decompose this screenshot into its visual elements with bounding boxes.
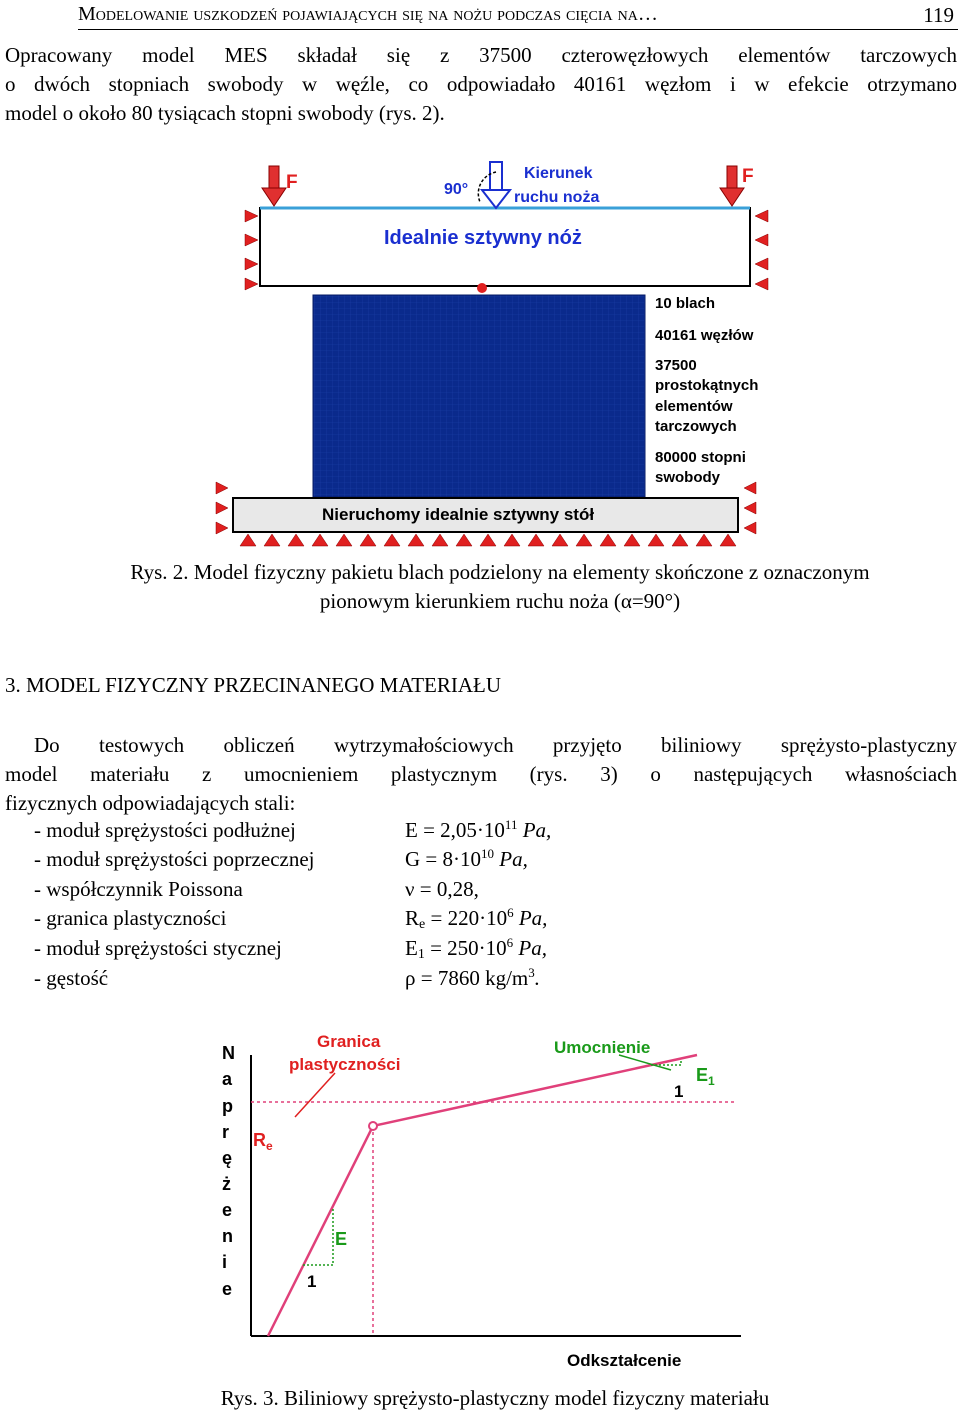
y-axis-letter: r: [222, 1122, 230, 1142]
property-value: $E_1 = 250\cdot 10^6$ Pa,: [405, 935, 547, 962]
property-value: $E = 2,05\cdot 10^{11}$ Pa,: [405, 817, 552, 842]
y-axis-letter: ż: [222, 1174, 231, 1194]
running-title: Modelowanie uszkodzeń pojawiających się na nożu podczas cięcia na…: [78, 3, 658, 25]
body-line: Do testowych obliczeń wytrzymałościowych przyjęto biliniowy sprężysto-plastyczny: [34, 733, 957, 757]
table-bottom-supports: [240, 534, 736, 546]
info-line: elementów: [655, 398, 733, 415]
property-label: - moduł sprężystości stycznej: [34, 936, 282, 960]
body-paragraph: [5, 731, 957, 818]
yield-label-2: plastyczności: [289, 1055, 401, 1074]
force-arrow-left: [262, 166, 286, 206]
force-label-left: F: [286, 172, 298, 193]
header-rule: [78, 29, 958, 30]
angle-label: 90°: [444, 181, 469, 198]
property-label: - gęstość: [34, 966, 109, 990]
contact-point: [477, 283, 487, 293]
re-label: $R_e$: [253, 1130, 273, 1153]
intro-line: o dwóch stopniach swobody w węźle, co odpowiadało 40161 węzłom i w efekcie otrzymano: [5, 72, 957, 96]
intro-paragraph: [5, 41, 957, 128]
property-label: - moduł sprężystości podłużnej: [34, 818, 296, 842]
x-axis-label: Odkształcenie: [567, 1351, 682, 1370]
e1-label: $E_1$: [696, 1065, 715, 1088]
direction-label-1: Kierunek: [524, 165, 593, 182]
property-value: ρ = 7860 $kg/m^3$.: [405, 965, 540, 990]
section-title: 3. MODEL FIZYCZNY PRZECINANEGO MATERIAŁU: [5, 673, 502, 697]
body-line: model materiału z umocnieniem plastycznym (rys. 3) o następujących własnościach: [5, 762, 957, 786]
right-side-supports: [755, 210, 768, 290]
direction-label-2: ruchu noża: [514, 189, 600, 206]
info-line: swobody: [655, 469, 721, 486]
property-label: - moduł sprężystości poprzecznej: [34, 847, 315, 871]
info-line: tarczowych: [655, 418, 737, 435]
property-label: - granica plastyczności: [34, 906, 227, 930]
yield-label-1: Granica: [317, 1032, 381, 1051]
yield-pointer: [295, 1073, 335, 1117]
property-label: - współczynnik Poissona: [34, 877, 243, 901]
slope-one-lower: 1: [307, 1272, 317, 1291]
yield-point: [369, 1122, 377, 1130]
knife-label: Idealnie sztywny nóż: [384, 227, 582, 249]
y-axis-letter: e: [222, 1200, 233, 1220]
figure-2-caption: [40, 558, 960, 616]
e-label: E: [335, 1229, 348, 1249]
running-header: [78, 0, 958, 30]
figure-3-caption: Rys. 3. Biliniowy sprężysto-plastyczny model fizyczny materiału: [220, 1386, 770, 1410]
caption-line: Rys. 2. Model fizyczny pakietu blach podzielony na elementy skończone z oznaczonym: [130, 560, 870, 584]
y-axis-letter: p: [222, 1096, 233, 1116]
stress-strain-curve: [268, 1055, 697, 1336]
force-arrow-right: [720, 166, 744, 206]
direction-arrow: [482, 162, 510, 208]
hardening-label: Umocnienie: [554, 1038, 651, 1057]
y-axis-letter: ę: [222, 1148, 233, 1168]
body-line: fizycznych odpowiadających stali:: [5, 791, 296, 815]
figure-3-bilinear-model: [205, 1025, 745, 1380]
y-axis-letter: N: [222, 1043, 235, 1063]
y-axis-letter: i: [222, 1252, 228, 1272]
force-label-right: F: [742, 166, 754, 187]
intro-line: model o około 80 tysiącach stopni swobody (rys. 2).: [5, 101, 445, 125]
caption-line: pionowym kierunkiem ruchu noża (α=90°): [319, 589, 681, 613]
page-number: 119: [923, 3, 954, 27]
table-label: Nieruchomy idealnie sztywny stół: [322, 505, 595, 524]
property-value: ν = 0,28,: [405, 877, 479, 901]
y-axis-letter: e: [222, 1279, 233, 1299]
left-side-supports: [245, 210, 258, 290]
y-axis-letter: n: [222, 1226, 233, 1246]
slope-one-upper: 1: [674, 1082, 684, 1101]
info-line: 40161 węzłów: [655, 327, 754, 344]
property-value: $R_e = 220\cdot 10^6$ Pa,: [405, 905, 548, 932]
info-line: 37500: [655, 357, 697, 374]
mesh-block: [313, 295, 645, 497]
info-line: prostokątnych: [655, 377, 759, 394]
property-value: $G = 8\cdot 10^{10}$ Pa,: [405, 846, 528, 871]
figure-2-fem-model: [200, 152, 800, 556]
intro-line: Opracowany model MES składał się z 37500 czterowęzłowych elementów tarczowych: [5, 43, 957, 67]
info-line: 80000 stopni: [655, 449, 746, 466]
info-line: 10 blach: [655, 295, 716, 312]
y-axis-letter: a: [222, 1069, 233, 1089]
